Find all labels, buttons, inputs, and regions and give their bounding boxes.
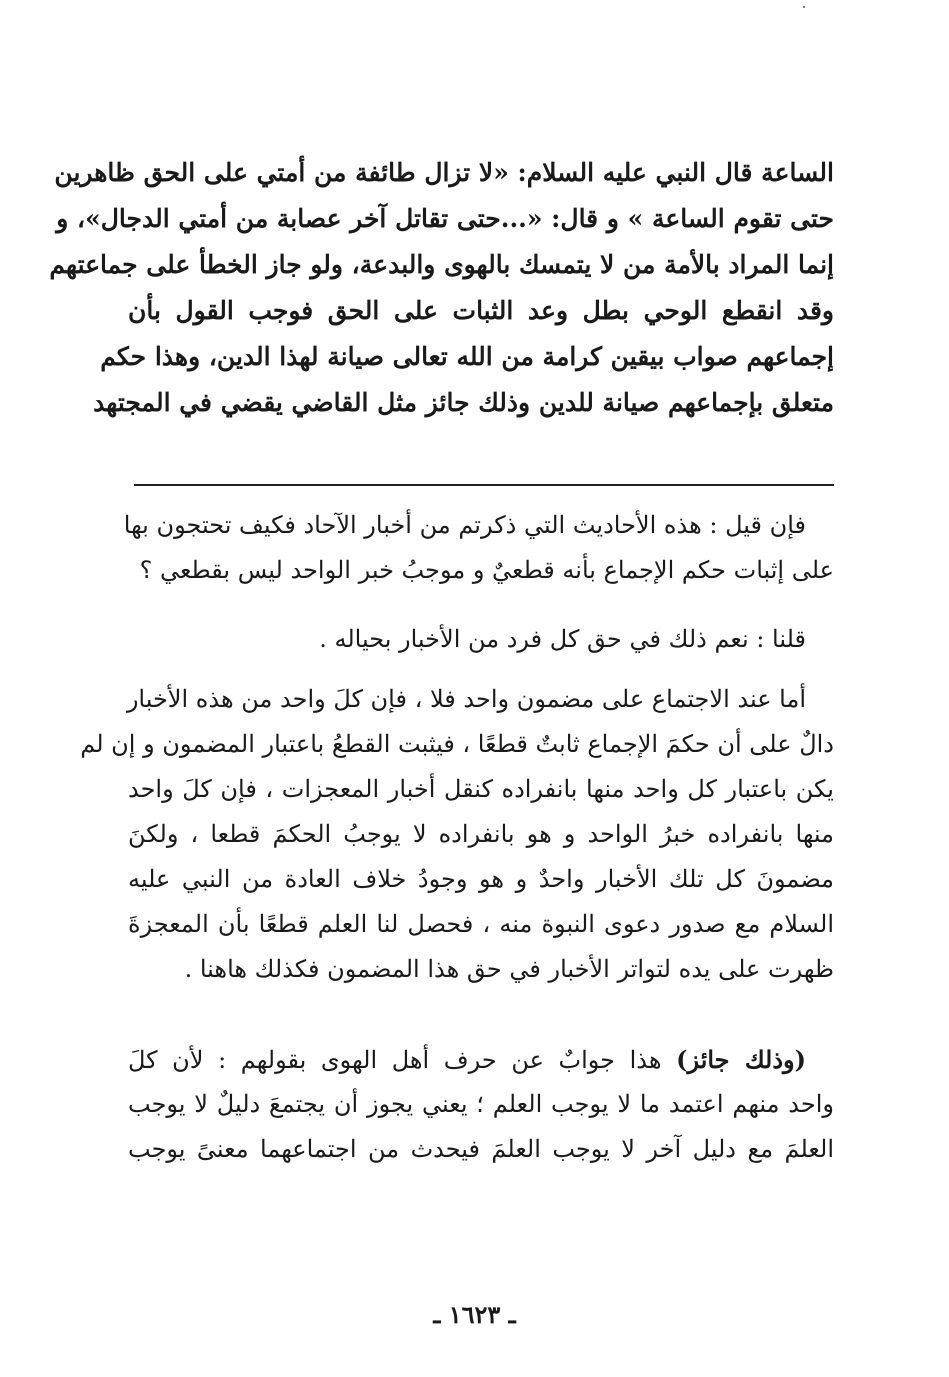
commentary-line: ظهرت على يده لتواتر الأخبار في حق هذا المضمون فكذلك هاهنا . bbox=[184, 955, 834, 983]
main-text-block bbox=[49, 150, 834, 426]
commentary-paragraph-4 bbox=[128, 1037, 834, 1172]
commentary-line-rest: هذا جوابٌ عن حرف أهل الهوى بقولهم : لأن كلَ bbox=[128, 1046, 662, 1074]
commentary-line: على إثبات حكم الإجماع بأنه قطعيٌ و موجبُ خبر الواحد ليس بقطعي ؟ bbox=[139, 556, 834, 584]
main-text-line: متعلق بإجماعهم صيانة للدين وذلك جائز مثل القاضي يقضي في المجتهد bbox=[93, 388, 834, 417]
main-text-line: إجماعهم صواب بيقين كرامة من الله تعالى صيانة لهذا الدين، وهذا حكم bbox=[100, 342, 834, 371]
main-text-line: حتى تقوم الساعة » و قال: «...حتى تقاتل آخر عصابة من أمتي الدجال»، و bbox=[56, 204, 834, 233]
commentary-line: السلام مع صدور دعوى النبوة منه ، فحصل لنا العلم قطعًا بأن المعجزةَ bbox=[128, 910, 834, 938]
main-text-line: إنما المراد بالأمة من لا يتمسك بالهوى والبدعة، ولو جاز الخطأ على جماعتهم bbox=[49, 250, 834, 279]
scan-speck bbox=[803, 6, 805, 8]
commentary-line: دالٌ على أن حكمَ الإجماع ثابتٌ قطعًا ، فيثبت القطعُ باعتبار المضمون و إن لم bbox=[80, 730, 834, 758]
quoted-matn-term: (وذلك جائز) bbox=[676, 1045, 806, 1074]
commentary-line: مضمونَ كل تلك الأخبار واحدٌ و هو وجودُ خلاف العادة من النبي عليه bbox=[128, 865, 834, 893]
commentary-paragraph-3 bbox=[80, 677, 834, 992]
commentary-line: قلنا : نعم ذلك في حق كل فرد من الأخبار بحياله . bbox=[319, 625, 806, 653]
footnote-separator bbox=[134, 484, 834, 486]
commentary-paragraph-1 bbox=[123, 503, 834, 593]
main-text-line: وقد انقطع الوحي بطل وعد الثبات على الحق فوجب القول بأن bbox=[128, 296, 834, 325]
commentary-line: واحد منهم اعتمد ما لا يوجب العلم ؛ يعني يجوز أن يجتمعَ دليلٌ لا يوجب bbox=[128, 1090, 834, 1118]
commentary-paragraph-2 bbox=[128, 617, 834, 662]
commentary-line bbox=[128, 1037, 834, 1082]
commentary-line: أما عند الاجتماع على مضمون واحد فلا ، فإن كلَ واحد من هذه الأخبار bbox=[126, 685, 806, 713]
commentary-line: يكن باعتبار كل واحد منها بانفراده كنقل أخبار المعجزات ، فإن كلَ واحد bbox=[128, 775, 834, 803]
commentary-line: فإن قيل : هذه الأحاديث التي ذكرتم من أخبار الآحاد فكيف تحتجون بها bbox=[123, 511, 806, 539]
commentary-line: العلمَ مع دليل آخر لا يوجب العلمَ فيحدث من اجتماعهما معنىً يوجب bbox=[128, 1135, 834, 1163]
main-text-line: الساعة قال النبي عليه السلام: «لا تزال طائفة من أمتي على الحق ظاهرين bbox=[54, 158, 834, 187]
commentary-line: منها بانفراده خبرُ الواحد و هو بانفراده لا يوجبُ الحكمَ قطعا ، ولكنَ bbox=[128, 820, 834, 848]
page-number: ـ ١٦٢٣ ـ bbox=[433, 1300, 516, 1329]
